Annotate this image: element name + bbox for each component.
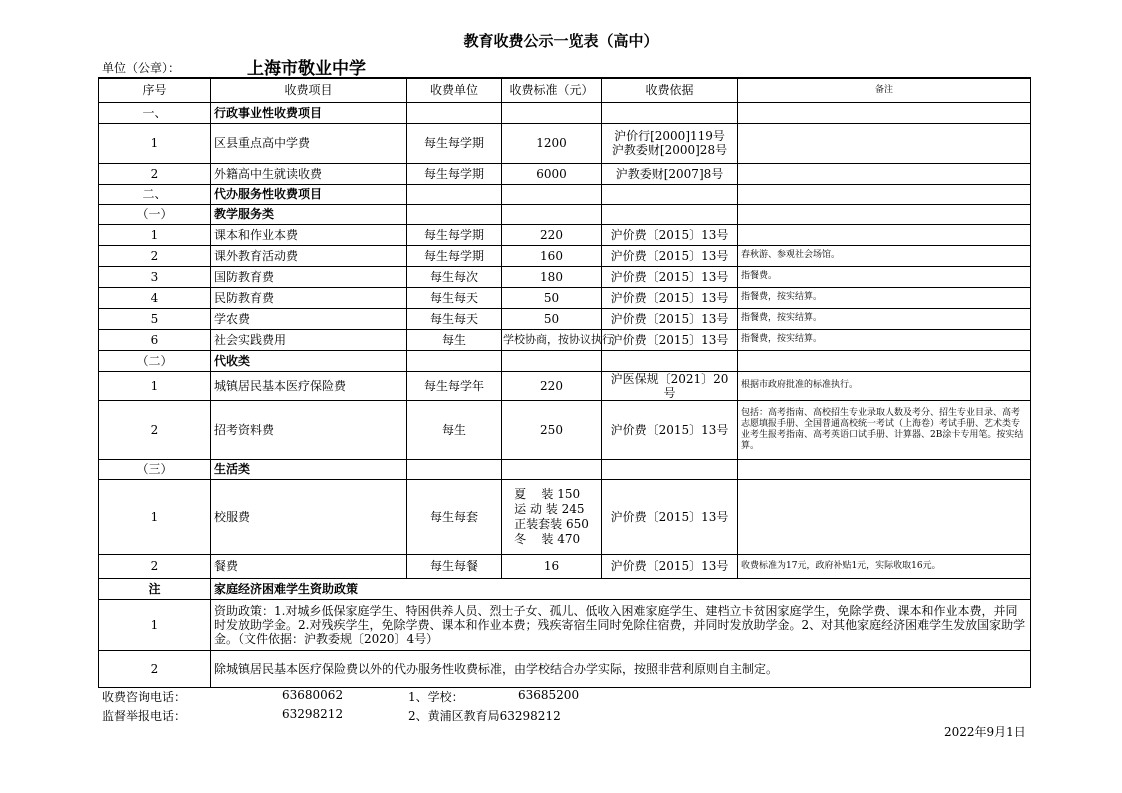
report-phone: 63298212 xyxy=(282,707,344,721)
note-row xyxy=(99,650,1031,687)
row-remark xyxy=(738,479,1031,554)
section-row xyxy=(99,102,1031,123)
row-seq: （一） xyxy=(99,204,211,224)
section-row xyxy=(99,459,1031,479)
table-row xyxy=(99,479,1031,554)
unit-name: 上海市敬业中学 xyxy=(247,59,366,79)
row-remark: 指餐费。 xyxy=(738,266,1031,287)
table-row xyxy=(99,163,1031,184)
table-row xyxy=(99,308,1031,329)
row-remark: 指餐费，按实结算。 xyxy=(738,287,1031,308)
row-basis: 沪价费〔2015〕13号 xyxy=(602,287,738,308)
note-text: 除城镇居民基本医疗保险费以外的代办服务性收费标准，由学校结合办学实际，按照非营利原则自主制定。 xyxy=(211,650,1031,687)
row-item: 学农费 xyxy=(211,308,407,329)
row-standard: 160 xyxy=(502,245,602,266)
row-standard: 220 xyxy=(502,371,602,400)
row-seq: 1 xyxy=(99,123,211,163)
header-seq: 序号 xyxy=(99,78,211,102)
section-row xyxy=(99,184,1031,204)
row-item: 国防教育费 xyxy=(211,266,407,287)
table-row xyxy=(99,266,1031,287)
publish-date: 2022年9月1日 xyxy=(944,725,1026,739)
table-row xyxy=(99,245,1031,266)
header-basis: 收费依据 xyxy=(602,78,738,102)
row-item: 课外教育活动费 xyxy=(211,245,407,266)
row-seq: 4 xyxy=(99,287,211,308)
row-remark: 包括：高考指南、高校招生专业录取人数及考分、招生专业目录、高考志愿填报手册、全国普通高校统一考试（上海卷）考试手册、艺术类专业考生报考指南、高考英语口试手册、计算器、2B涂卡专用笔。按实结算。 xyxy=(738,400,1031,459)
row-basis: 沪价费〔2015〕13号 xyxy=(602,554,738,578)
row-item: 餐费 xyxy=(211,554,407,578)
row-basis: 沪价费〔2015〕13号 xyxy=(602,400,738,459)
uniform-price-line: 夏 装 150 xyxy=(514,486,581,501)
row-basis: 沪价费〔2015〕13号 xyxy=(602,224,738,245)
row-item: 城镇居民基本医疗保险费 xyxy=(211,371,407,400)
row-standard: 1200 xyxy=(502,123,602,163)
table-row xyxy=(99,329,1031,350)
section-row xyxy=(99,578,1031,599)
row-seq: （三） xyxy=(99,459,211,479)
table-row xyxy=(99,287,1031,308)
unit-label: 单位（公章）： xyxy=(102,61,181,75)
row-seq: 6 xyxy=(99,329,211,350)
row-unit: 每生 xyxy=(407,329,502,350)
row-item: 招考资料费 xyxy=(211,400,407,459)
section-row xyxy=(99,350,1031,371)
row-item: 校服费 xyxy=(211,479,407,554)
row-seq: 2 xyxy=(99,245,211,266)
row-standard: 180 xyxy=(502,266,602,287)
table-row xyxy=(99,371,1031,400)
row-unit: 每生每餐 xyxy=(407,554,502,578)
note-text: 资助政策：1.对城乡低保家庭学生、特困供养人员、烈士子女、孤儿、低收入困难家庭学生、建档立卡贫困家庭学生，免除学费、课本和作业本费，并同时发放助学金。2.对残疾学生，免除学费、课本和作业本费；残疾寄宿生同时免除住宿费，并同时发放助学金。2、对其他家庭经济困难学生发放国家助学金。（文件依据：沪教委规〔2020〕4号） xyxy=(211,599,1031,650)
uniform-price-line: 冬 装 470 xyxy=(514,531,581,546)
header-remark: 备注 xyxy=(738,78,1031,102)
row-standard: 50 xyxy=(502,308,602,329)
row-unit: 每生每学期 xyxy=(407,245,502,266)
section-row xyxy=(99,204,1031,224)
row-item: 外籍高中生就读收费 xyxy=(211,163,407,184)
row-unit: 每生每天 xyxy=(407,308,502,329)
row-basis: 沪价费〔2015〕13号 xyxy=(602,308,738,329)
row-unit: 每生每学期 xyxy=(407,123,502,163)
row-item: 教学服务类 xyxy=(211,204,407,224)
row-seq: 1 xyxy=(99,371,211,400)
row-remark: 收费标准为17元，政府补贴1元，实际收取16元。 xyxy=(738,554,1031,578)
row-basis: 沪价费〔2015〕13号 xyxy=(602,266,738,287)
row-seq: 5 xyxy=(99,308,211,329)
table-row xyxy=(99,224,1031,245)
row-basis: 沪价费〔2015〕13号 xyxy=(602,329,738,350)
uniform-price-line: 运 动 装 245 xyxy=(514,501,585,516)
table-row xyxy=(99,554,1031,578)
row-item: 代办服务性收费项目 xyxy=(211,184,407,204)
row-standard: 6000 xyxy=(502,163,602,184)
note-row xyxy=(99,599,1031,650)
row-standard: 50 xyxy=(502,287,602,308)
row-seq: 2 xyxy=(99,400,211,459)
row-remark: 指餐费，按实结算。 xyxy=(738,329,1031,350)
row-standard: 220 xyxy=(502,224,602,245)
row-item: 社会实践费用 xyxy=(211,329,407,350)
basis-line: 沪教委财[2000]28号 xyxy=(611,143,728,157)
row-item: 课本和作业本费 xyxy=(211,224,407,245)
header-item: 收费项目 xyxy=(211,78,407,102)
row-seq: 2 xyxy=(99,163,211,184)
row-item: 代收类 xyxy=(211,350,407,371)
row-unit: 每生每学期 xyxy=(407,224,502,245)
row-seq: 1 xyxy=(99,224,211,245)
row-item: 行政事业性收费项目 xyxy=(211,102,407,123)
row-basis: 沪价费〔2015〕13号 xyxy=(602,245,738,266)
row-seq: 3 xyxy=(99,266,211,287)
row-standard: 250 xyxy=(502,400,602,459)
row-seq: 1 xyxy=(99,479,211,554)
row-seq: 二、 xyxy=(99,184,211,204)
row-seq: 一、 xyxy=(99,102,211,123)
table-header-row xyxy=(99,78,1031,102)
row-unit: 每生每学年 xyxy=(407,371,502,400)
row-seq: 2 xyxy=(99,554,211,578)
row-standard: 16 xyxy=(502,554,602,578)
school-label: 1、学校： xyxy=(408,690,464,704)
row-basis: 沪教委财[2007]8号 xyxy=(602,163,738,184)
row-unit: 每生每次 xyxy=(407,266,502,287)
row-seq: 注 xyxy=(99,578,211,599)
row-basis: 沪价费〔2015〕13号 xyxy=(602,479,738,554)
row-basis xyxy=(602,123,738,163)
uniform-price-line: 正装套装 650 xyxy=(514,516,589,531)
header-standard: 收费标准（元） xyxy=(502,78,602,102)
row-remark: 根据市政府批准的标准执行。 xyxy=(738,371,1031,400)
consult-phone: 63680062 xyxy=(282,688,344,702)
fee-table xyxy=(98,77,1031,688)
row-item: 区县重点高中学费 xyxy=(211,123,407,163)
table-row xyxy=(99,123,1031,163)
row-seq: （二） xyxy=(99,350,211,371)
row-unit: 每生每天 xyxy=(407,287,502,308)
page-title: 教育收费公示一览表（高中） xyxy=(463,32,659,50)
row-standard xyxy=(502,479,602,554)
uniform-price-list xyxy=(514,487,589,547)
row-remark xyxy=(738,224,1031,245)
row-unit: 每生每套 xyxy=(407,479,502,554)
basis-line: 沪价行[2000]119号 xyxy=(614,129,725,143)
row-standard: 学校协商，按协议执行 xyxy=(502,329,602,350)
row-item: 生活类 xyxy=(211,459,407,479)
row-item: 家庭经济困难学生资助政策 xyxy=(211,578,1031,599)
row-basis: 沪医保规〔2021〕20号 xyxy=(602,371,738,400)
table-row xyxy=(99,400,1031,459)
row-unit: 每生每学期 xyxy=(407,163,502,184)
row-remark: 春秋游、参观社会场馆。 xyxy=(738,245,1031,266)
row-item: 民防教育费 xyxy=(211,287,407,308)
row-remark: 指餐费，按实结算。 xyxy=(738,308,1031,329)
row-unit: 每生 xyxy=(407,400,502,459)
row-seq: 2 xyxy=(99,650,211,687)
report-label: 监督举报电话： xyxy=(102,709,187,723)
bureau-phone: 2、黄浦区教育局63298212 xyxy=(408,709,561,723)
row-seq: 1 xyxy=(99,599,211,650)
school-phone: 63685200 xyxy=(518,688,580,702)
consult-label: 收费咨询电话： xyxy=(102,690,187,704)
header-unit: 收费单位 xyxy=(407,78,502,102)
